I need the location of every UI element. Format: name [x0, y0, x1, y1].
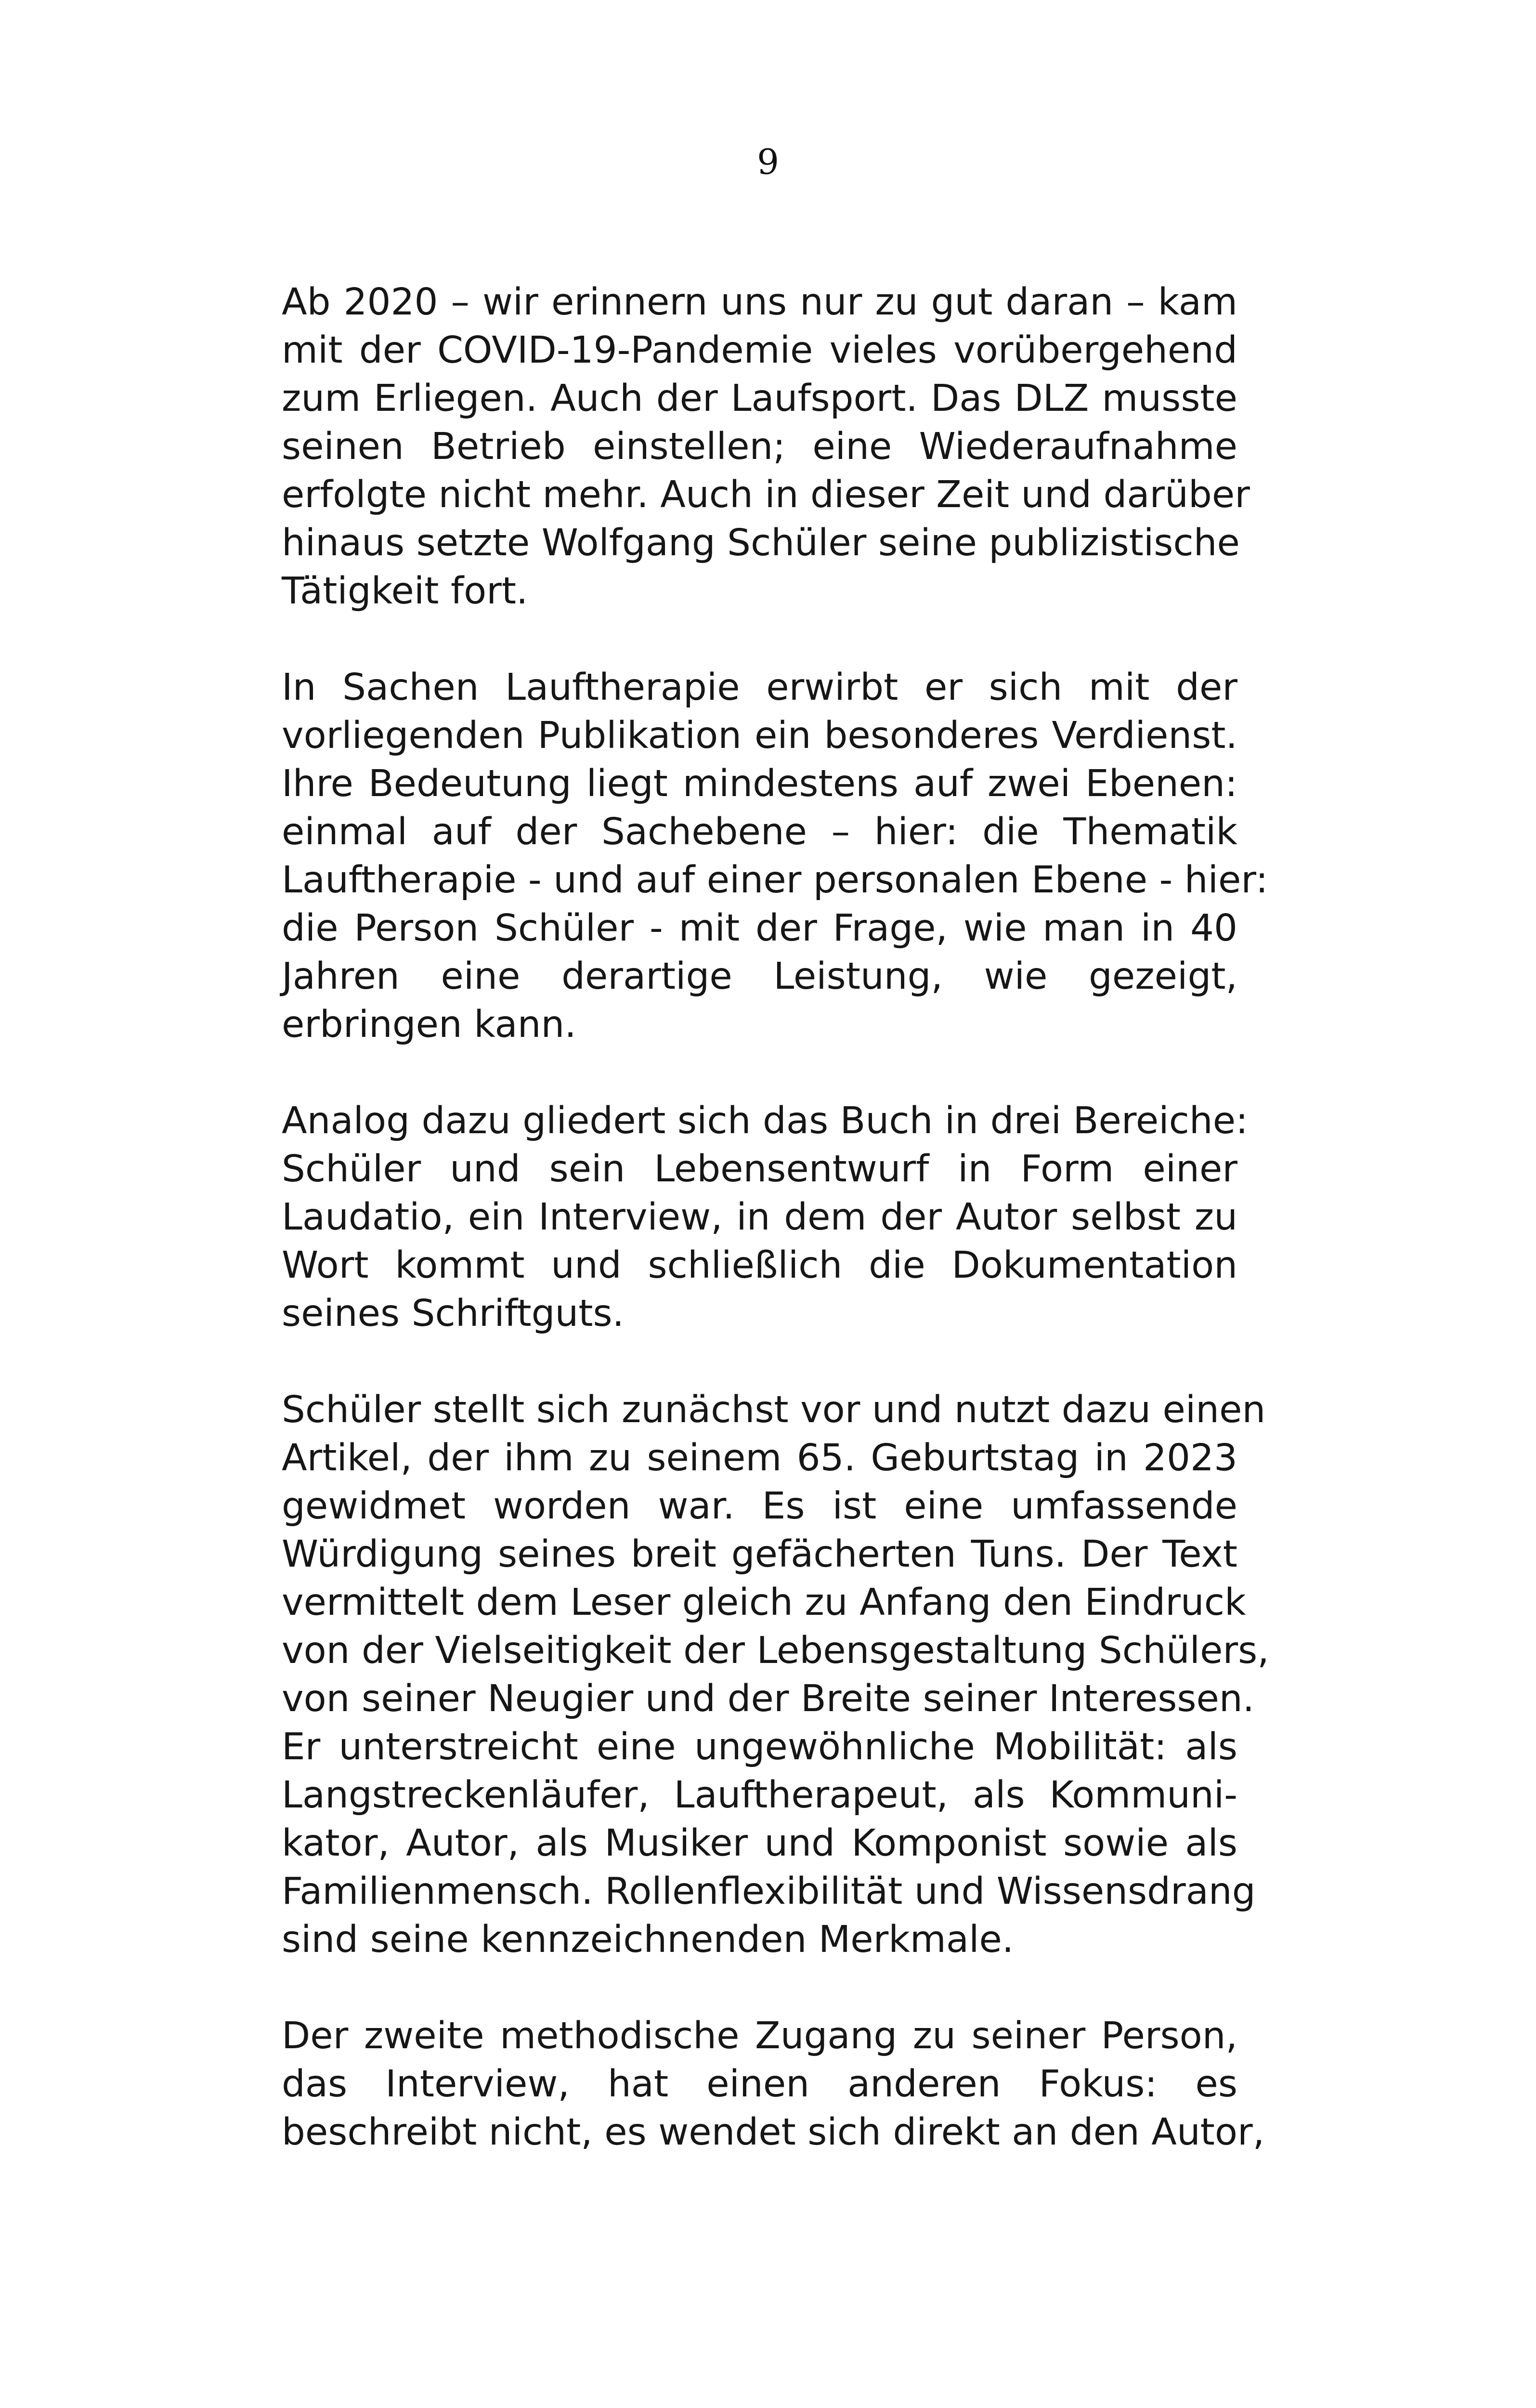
paragraph-3: [282, 1097, 1249, 1338]
text-line: die Person Schüler - mit der Frage, wie man in 40: [282, 907, 1237, 950]
text-line: vorliegenden Publikation ein besonderes Verdienst.: [282, 714, 1237, 757]
text-line: Tätigkeit fort.: [282, 570, 528, 613]
text-line: Analog dazu gliedert sich das Buch in drei Bereiche:: [282, 1099, 1249, 1142]
text-line: beschreibt nicht, es wendet sich direkt an den Autor,: [282, 2111, 1265, 2154]
text-line: vermittelt dem Leser gleich zu Anfang den Eindruck: [282, 1581, 1246, 1624]
text-line: Langstreckenläufer, Lauftherapeut, als Kommuni-: [282, 1774, 1237, 1817]
text-line: Wort kommt und schließlich die Dokumentation: [282, 1244, 1237, 1287]
text-line: kator, Autor, als Musiker und Komponist sowie als: [282, 1822, 1237, 1865]
text-line: sind seine kennzeichnenden Merkmale.: [282, 1918, 1014, 1961]
paragraph-2: [282, 664, 1268, 1049]
text-line: seines Schriftguts.: [282, 1292, 625, 1335]
text-line: erfolgte nicht mehr. Auch in dieser Zeit und darüber: [282, 473, 1250, 516]
text-line: Familienmensch. Rollenflexibilität und Wissensdrang: [282, 1870, 1256, 1913]
text-line: mit der COVID-19-Pandemie vieles vorübergehend: [282, 329, 1237, 372]
paragraph-4: [282, 1386, 1269, 1964]
text-line: Schüler stellt sich zunächst vor und nutzt dazu einen: [282, 1388, 1266, 1431]
text-line: Ihre Bedeutung liegt mindestens auf zwei Ebenen:: [282, 762, 1237, 805]
page-number: 9: [757, 142, 779, 182]
text-line: seinen Betrieb einstellen; eine Wiederaufnahme: [282, 425, 1237, 468]
text-line: Er unterstreicht eine ungewöhnliche Mobilität: als: [282, 1726, 1237, 1768]
text-line: zum Erliegen. Auch der Laufsport. Das DLZ musste: [282, 377, 1237, 420]
text-line: In Sachen Lauftherapie erwirbt er sich mit der: [282, 666, 1237, 709]
paragraph-1: [282, 278, 1250, 615]
paragraph-5: [282, 2012, 1265, 2157]
text-line: Jahren eine derartige Leistung, wie gezeigt,: [282, 955, 1237, 998]
text-line: Ab 2020 – wir erinnern uns nur zu gut daran – kam: [282, 281, 1237, 324]
text-line: einmal auf der Sachebene – hier: die Thematik: [282, 811, 1237, 853]
text-line: Artikel, der ihm zu seinem 65. Geburtstag in 2023: [282, 1437, 1237, 1479]
body-text: [282, 278, 1269, 2205]
text-line: Der zweite methodische Zugang zu seiner Person,: [282, 2015, 1237, 2057]
text-line: von der Vielseitigkeit der Lebensgestaltung Schülers,: [282, 1629, 1269, 1672]
text-line: hinaus setzte Wolfgang Schüler seine publizistische: [282, 522, 1240, 564]
text-line: das Interview, hat einen anderen Fokus: es: [282, 2063, 1237, 2106]
text-line: Laudatio, ein Interview, in dem der Autor selbst zu: [282, 1196, 1237, 1239]
text-line: erbringen kann.: [282, 1003, 576, 1046]
text-line: Würdigung seines breit gefächerten Tuns. Der Text: [282, 1533, 1237, 1576]
text-line: Schüler und sein Lebensentwurf in Form einer: [282, 1148, 1237, 1191]
text-line: Lauftherapie - und auf einer personalen Ebene - hier:: [282, 859, 1268, 902]
text-line: gewidmet worden war. Es ist eine umfassende: [282, 1485, 1237, 1528]
text-line: von seiner Neugier und der Breite seiner Interessen.: [282, 1677, 1255, 1720]
